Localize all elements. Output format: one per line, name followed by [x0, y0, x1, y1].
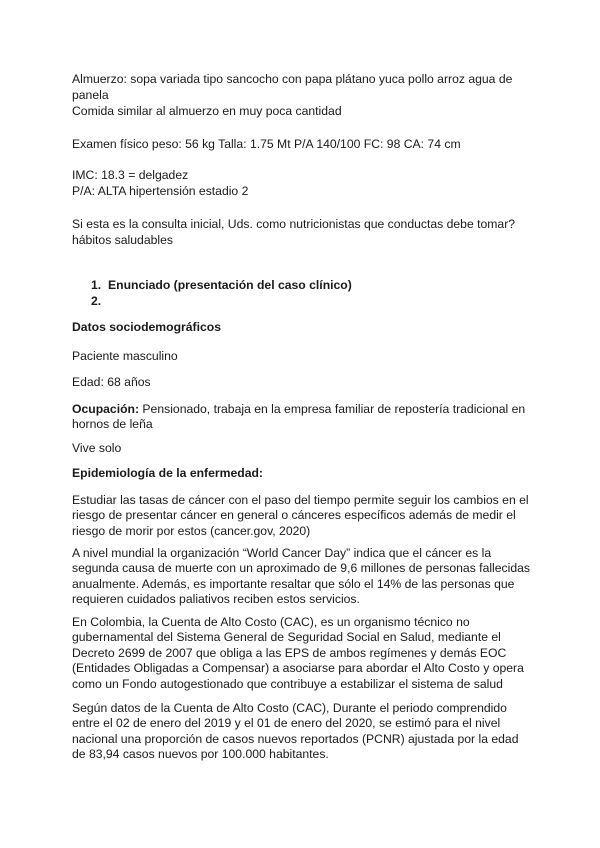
paragraph-world-cancer-day: A nivel mundial la organización “World Cancer Day” indica que el cáncer es la segunda causa de muerte con un aproximado de 9,6 millones de personas fallecidas anualmente. Además, es importante resaltar que sólo el 14% de las personas que requieren cuidados paliativos reciben estos servicios. [72, 546, 530, 607]
list-item-1: Enunciado (presentación del caso clínico) [108, 278, 352, 292]
sociodemographic-heading: Datos sociodemográficos [72, 320, 221, 334]
paragraph-cac-data: Según datos de la Cuenta de Alto Costo (CAC), Durante el periodo comprendido entre el 02 de enero del 2019 y el 01 de enero del 2020, se estimó para el nivel nacional una proporción de casos nuevos reportados (PCNR) ajustada por la edad de 83,94 casos nuevos por 100.000 habitantes. [72, 701, 519, 762]
blood-pressure-line: P/A: ALTA hipertensión estadio 2 [72, 184, 249, 198]
patient-age: Edad: 68 años [72, 375, 151, 389]
bmi-line: IMC: 18.3 = delgadez [72, 168, 189, 182]
patient-sex: Paciente masculino [72, 349, 178, 363]
dinner-line: Comida similar al almuerzo en muy poca cantidad [72, 104, 342, 118]
list-number-2: 2. [91, 294, 102, 308]
lunch-line-cont: panela [72, 88, 109, 102]
epidemiology-heading: Epidemiología de la enfermedad: [72, 466, 263, 480]
occupation-label: Ocupación: [72, 402, 140, 416]
paragraph-cancer-rates: Estudiar las tasas de cáncer con el paso del tiempo permite seguir los cambios en el riesgo de presentar cáncer en general o cánceres específicos además de medir el riesgo de morir por estos (cancer.gov, 2020) [72, 493, 529, 538]
physical-exam-line: Examen físico peso: 56 kg Talla: 1.75 Mt P/A 140/100 FC: 98 CA: 74 cm [72, 137, 461, 151]
list-number-1: 1. [91, 278, 102, 292]
answer-line: hábitos saludables [72, 233, 173, 247]
occupation-text: Pensionado, trabaja en la empresa familiar de repostería tradicional en hornos de leña [72, 402, 526, 432]
occupation-paragraph [72, 402, 532, 433]
lunch-line: Almuerzo: sopa variada tipo sancocho con papa plátano yuca pollo arroz agua de [72, 72, 513, 86]
paragraph-cac-colombia: En Colombia, la Cuenta de Alto Costo (CAC), es un organismo técnico no gubernamental del Sistema General de Seguridad Social en Salud, mediante el Decreto 2699 de 2007 que obliga a las EPS de ambos regímenes y demás EOC (Entidades Obligadas a Compensar) a asociarse para abordar el Alto Costo y opera como un Fondo autogestionado que contribuye a estabilizar el sistema de salud [72, 615, 524, 691]
question-line: Si esta es la consulta inicial, Uds. como nutricionistas que conductas debe tomar? [72, 217, 516, 231]
lives-alone: Vive solo [72, 441, 122, 455]
